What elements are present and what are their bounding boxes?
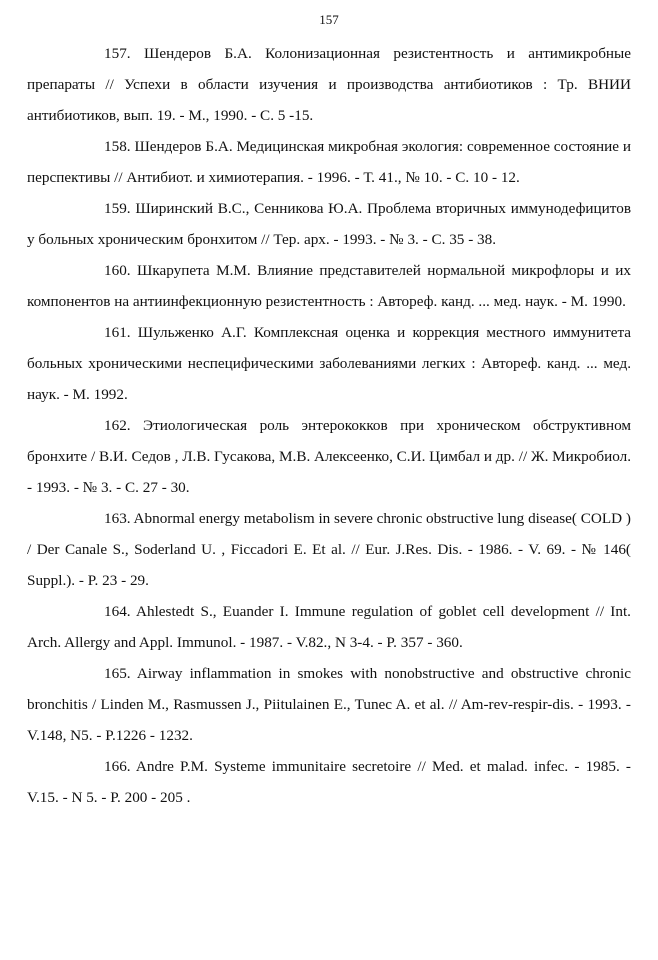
reference-item xyxy=(27,658,631,751)
reference-list xyxy=(27,38,631,813)
reference-text: Шкарупета М.М. Влияние представителей нормальной микрофлоры и их компонентов на антиинфекционную резистентность : Автореф. канд. ... мед. наук. - М. 1990. xyxy=(27,262,631,310)
reference-item xyxy=(27,193,631,255)
reference-item xyxy=(27,596,631,658)
reference-text: Andre P.M. Systeme immunitaire secretoire // Med. et malad. infec. - 1985. - V.15. - N 5. - P. 200 - 205 . xyxy=(27,758,631,806)
reference-text: Ширинский В.С., Сенникова Ю.А. Проблема вторичных иммунодефицитов у больных хроническим бронхитом // Тер. арх. - 1993. - № 3. - С. 35 - 38. xyxy=(27,200,631,248)
page-number: 157 xyxy=(319,12,339,27)
reference-text: Этиологическая роль энтерококков при хроническом обструктивном бронхите / В.И. Седов , Л.В. Гусакова, М.В. Алексеенко, С.И. Цимбал и др. // Ж. Микробиол. - 1993. - № 3. - С. 27 - 30. xyxy=(27,417,632,496)
reference-number: 162. xyxy=(104,417,131,434)
reference-number: 159. xyxy=(104,200,131,217)
reference-number: 163. xyxy=(104,510,131,527)
reference-number: 165. xyxy=(104,665,131,682)
reference-number: 160. xyxy=(104,262,131,279)
reference-number: 164. xyxy=(104,603,131,620)
reference-item xyxy=(27,255,631,317)
reference-item xyxy=(27,410,631,503)
reference-item xyxy=(27,131,631,193)
reference-number: 157. xyxy=(104,45,131,62)
reference-item xyxy=(27,317,631,410)
reference-text: Abnormal energy metabolism in severe chronic obstructive lung disease( COLD ) / Der Canale S., Soderland U. , Ficcadori E. Et al. // Eur. J.Res. Dis. - 1986. - V. 69. - № 146( Suppl.). - P. 23 - 29. xyxy=(27,510,631,589)
reference-text: Шульженко А.Г. Комплексная оценка и коррекция местного иммунитета больных хроническими неспецифическими заболеваниями легких : Автореф. канд. ... мед. наук. - М. 1992. xyxy=(27,324,632,403)
reference-item xyxy=(27,751,631,813)
reference-number: 166. xyxy=(104,758,131,775)
reference-text: Шендеров Б.А. Медицинская микробная экология: современное состояние и перспективы // Антибиот. и химиотерапия. - 1996. - Т. 41., № 10. - С. 10 - 12. xyxy=(27,138,631,186)
reference-number: 161. xyxy=(104,324,131,341)
reference-number: 158. xyxy=(104,138,131,155)
reference-item xyxy=(27,503,631,596)
reference-text: Airway inflammation in smokes with nonobstructive and obstructive chronic bronchitis / Linden M., Rasmussen J., Piitulainen E., Tunec A. et al. // Am-rev-respir-dis. - 1993. - V.148, N5. - P.1226 - 1232. xyxy=(27,665,631,744)
reference-text: Шендеров Б.А. Колонизационная резистентность и антимикробные препараты // Успехи в области изучения и производства антибиотиков : Тр. ВНИИ антибиотиков, вып. 19. - М., 1990. - С. 5 -15. xyxy=(27,45,632,124)
reference-text: Ahlestedt S., Euander I. Immune regulation of goblet cell development // Int. Arch. Allergy and Appl. Immunol. - 1987. - V.82., N 3-4. - P. 357 - 360. xyxy=(27,603,631,651)
reference-item xyxy=(27,38,631,131)
